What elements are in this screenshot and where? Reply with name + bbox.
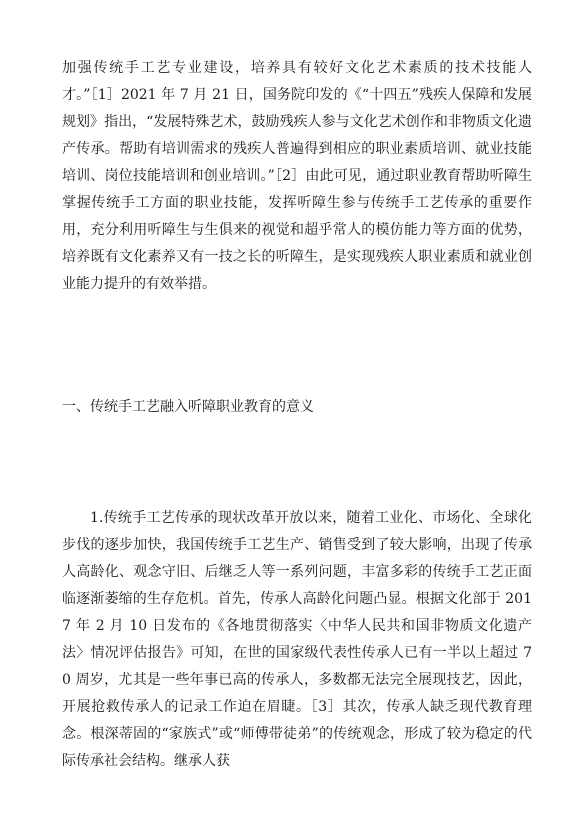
body-paragraph: 加强传统手工艺专业建设，培养具有较好文化艺术素质的技术技能人才。”［1］2021 年 7 月 21 日，国务院印发的《“十四五”残疾人保障和发展规划》指出，“发展特殊艺术，鼓励残疾人参与文化艺术创作和非物质文化遗产传承。帮助有培训需求的残疾人普遍得到相应的职业素质培训、就业技能培训、岗位技能培训和创业培训。”［2］由此可见，通过职业教育帮助听障生掌握传统手工方面的职业技能，发挥听障生参与传统手工艺传承的重要作用，充分利用听障生与生俱来的视觉和超乎常人的模仿能力等方面的优势，培养既有文化素养又有一技之长的听障生，是实现残疾人职业素质和就业创业能力提升的有效举措。 [62, 60, 532, 292]
section-heading: 一、传统手工艺融入听障职业教育的意义 [62, 399, 314, 415]
body-paragraph: 1.传统手工艺传承的现状改革开放以来，随着工业化、市场化、全球化步伐的逐步加快，我国传统手工艺生产、销售受到了较大影响，出现了传承人高龄化、观念守旧、后继乏人等一系列问题，丰富多彩的传统手工艺正面临逐渐萎缩的生存危机。首先，传承人高龄化问题凸显。根据文化部于 2017 年 2 月 10 日发布的《各地贯彻落实〈中华人民共和国非物质文化遗产法〉情况评估报告》可知，在世的国家级代表性传承人已有一半以上超过 70 周岁，尤其是一些年事已高的传承人，多数都无法完全展现技艺，因此，开展抢救传承人的记录工作迫在眉睫。［3］其次，传承人缺乏现代教育理念。根深蒂固的“家族式”或“师傅带徒弟”的传统观念，形成了较为稳定的代际传承社会结构。继承人获 [62, 510, 532, 769]
